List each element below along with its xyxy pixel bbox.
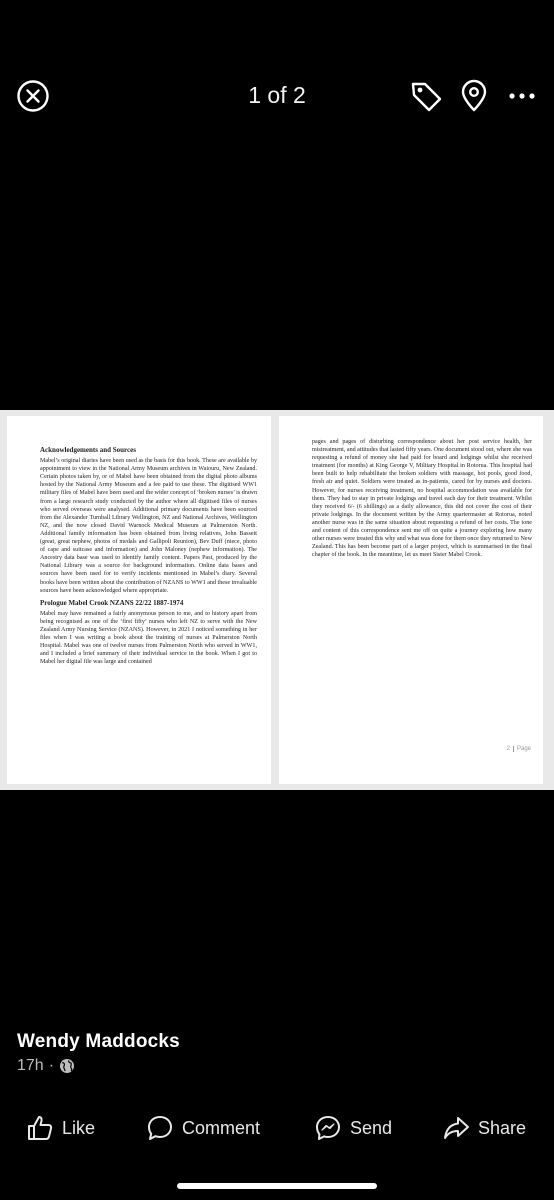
document-page-left — [7, 416, 271, 784]
messenger-icon — [314, 1114, 342, 1142]
more-horizontal-icon — [507, 79, 537, 113]
post-action-bar — [0, 1108, 554, 1148]
post-photo[interactable] — [0, 410, 554, 790]
author-name[interactable]: Wendy Maddocks — [17, 1031, 180, 1052]
thumbs-up-icon — [26, 1114, 54, 1142]
prologue-title: Mabel Crook NZANS 22/22 1887-1974 — [66, 598, 184, 607]
more-options-button[interactable] — [504, 78, 540, 114]
page-number — [507, 745, 531, 753]
viewer-top-bar — [0, 64, 554, 128]
tag-button[interactable] — [408, 78, 444, 114]
location-pin-icon — [457, 79, 491, 113]
share-label: Share — [478, 1117, 527, 1138]
photo-counter: 1 of 2 — [248, 82, 306, 108]
document-page-right — [279, 416, 543, 784]
comment-button[interactable] — [146, 1108, 260, 1148]
page-word: Page — [516, 745, 531, 752]
document-prologue-heading — [40, 599, 257, 607]
tag-icon — [409, 79, 443, 113]
document-paragraph: Mabel’s original diaries have been used as the basis for this book. These are available by appointment to view in the National Army Museum archives in Waiouru, New Zealand. Certain photos taken by, or of Mabel have been obtained from the digital photo albums hosted by the National Army Museum and a fee paid to use these. The digitised WW1 military files of Mabel have been used and the wider concept of ‘broken nurses’ is drawn from a large research study conducted by the author where all digitised files of nurses who served overseas were analysed. Additional primary documents have been sourced from the Alexander Turnball Library Wellington, NZ and National Archives, Wellington NZ, and the now closed David Warnock Medical Museum at Palmerston North. Additional family information has been obtained from living relatives, John Bassett (great, great nephew, photos of medals and Gallipoli Reunion), Bev Duff (niece, photo of cape and suitcase and information) and John Maloney (nephew information). The Ancestry data base was used to identify family content. Papers Past, produced by the National Library was a source for background information. Online data bases and sources have been used for to verify incidents mentioned in Mabel’s diary. Several books have been written about the contribution of NZANS to WW1 and these invaluable sources have been acknowledged where appropriate. — [40, 458, 257, 594]
send-label: Send — [350, 1117, 393, 1138]
share-arrow-icon — [442, 1114, 470, 1142]
document-heading: Acknowledgements and Sources — [40, 446, 136, 454]
page-number-value: 2 — [506, 745, 510, 752]
globe-icon — [59, 1058, 75, 1074]
share-button[interactable] — [442, 1108, 526, 1148]
home-indicator[interactable] — [177, 1183, 377, 1189]
comment-label: Comment — [182, 1117, 261, 1138]
document-paragraph: pages and pages of disturbing correspondence about her post service health, her mistreatment, and attitudes that lasted fifty years. One document stood out, where she was requesting a refund of money she had paid for board and lodgings whilst she received treatment (for months) at King George V, Military Hospital in Rotorua. This hospital had been built to help rehabilitate the broken soldiers with massage, hot pools, good food, fresh air and quiet. Soldiers were treated as in-patients, cared for by nurses and doctors. However, for nurses receiving treatment, no hospital accommodation was available for them. They had to stay in private lodgings and travel each day for their treatment. Whilst they received 6/- (6 shillings) as a daily allowance, this did not cover the cost of their private lodgings. In the document written by the Army quartermaster at Rotorua, noted another nurse was in the same situation about requesting a refund of her costs. The tone and content of this correspondence sent me off on quite a journey exploring how many other nurses were treated this why and what was done for them once they returned to New Zealand. This has been become part of a larger project, which is summarised in the final chapter of the book. In the meantime, let us meet Sister Mabel Crook. — [312, 439, 532, 559]
like-button[interactable] — [26, 1108, 95, 1148]
comment-bubble-icon — [146, 1114, 174, 1142]
like-label: Like — [62, 1117, 96, 1138]
prologue-label: Prologue — [40, 598, 67, 607]
document-paragraph: Mabel may have remained a fairly anonymous person to me, and to history apart from being recognised as one of the ‘first fifty’ nurses who left NZ to serve with the New Zealand Army Nursing Service (NZANS). However, in 2021 I noticed something in her files when I was writing a book about the training of nurses at Palmerston North Hospital. Mabel was one of twelve nurses from Palmerston North who served in WW1, and I included a brief summary of their individual service in the book. When I got to Mabel her digital file was large and contained — [40, 610, 257, 666]
meta-separator: · — [48, 1057, 55, 1074]
post-meta — [17, 1057, 75, 1075]
send-button[interactable] — [314, 1108, 392, 1148]
post-time[interactable]: 17h — [17, 1057, 44, 1074]
location-button[interactable] — [456, 78, 492, 114]
